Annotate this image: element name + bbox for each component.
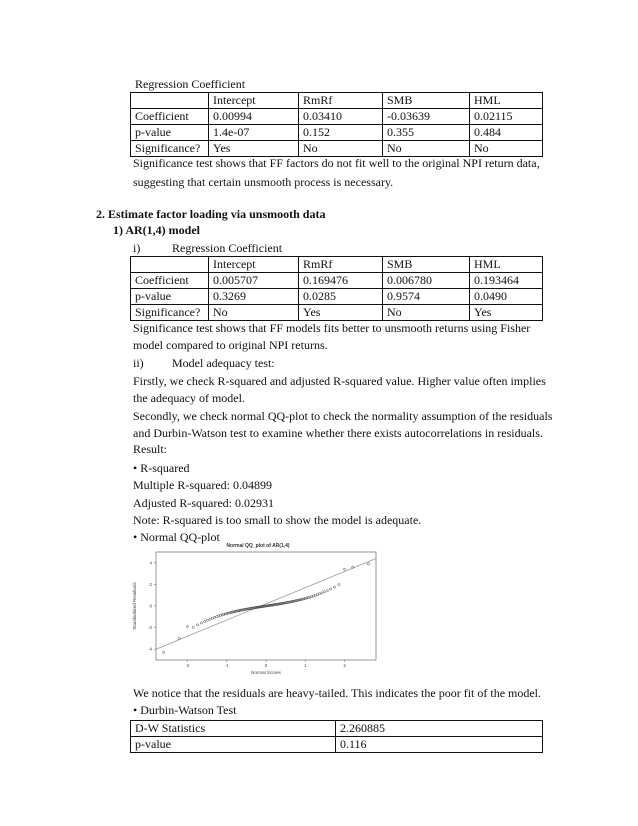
table-cell: 1.4e-07 [209,125,299,141]
qq-point [321,592,323,594]
qq-point [316,594,318,596]
body-line-12: • Normal QQ-plot [133,530,220,544]
table-cell: 0.005707 [209,273,299,289]
table-cell: 0.116 [336,737,543,753]
table-cell: -0.03639 [383,109,470,125]
qq-plot [130,540,385,676]
table-cell [131,257,209,273]
table-cell: Yes [209,141,299,157]
qq-ylabel: Standardized Residuals [132,582,137,630]
table-cell: SMB [383,257,470,273]
qq-ytick-label: 2 [149,581,152,587]
table-cell: 0.169476 [299,273,383,289]
table-cell: 0.9574 [383,289,470,305]
table-cell: 0.355 [383,125,470,141]
table-cell: Intercept [209,93,299,109]
body-line-2: model compared to original NPI returns. [133,338,328,352]
qq-point [367,563,369,565]
sub-i-number: i) [133,241,141,255]
qq-ytick-label: 0 [149,603,152,609]
table-cell: 0.006780 [383,273,470,289]
qq-xtick-label: -2 [185,663,190,668]
table-row [131,141,543,157]
table-row [131,257,543,273]
table-cell: Significance? [131,141,209,157]
body-line-1: Significance test shows that FF models fits better to unsmooth returns using Fisher [133,321,531,335]
qq-point [326,589,328,591]
table-cell: p-value [131,125,209,141]
table-row [131,273,543,289]
table-row [131,305,543,321]
table-cell: Significance? [131,305,209,321]
qq-reference-line [156,558,376,649]
qq-point [338,584,340,586]
body-line-11: Note: R-squared is too small to show the model is adequate. [133,513,422,527]
qq-ytick-label: -4 [147,646,152,652]
body-line-7: Result: [133,442,168,456]
table-row [131,125,543,141]
table1-note-line2: suggesting that certain unsmooth process is necessary. [133,175,394,189]
qq-xlabel: Normal Scores [251,670,281,675]
qq-xtick-label: 2 [343,663,346,668]
qq-point [333,586,335,588]
table-cell [131,93,209,109]
sub-ii-label: Model adequacy test: [172,356,275,370]
body-line-13: We notice that the residuals are heavy-tailed. This indicates the poor fit of the model. [133,686,542,700]
table-row [131,109,543,125]
table1-note-line1: Significance test shows that FF factors do not fit well to the original NPI return data, [133,156,540,170]
regression-table-2 [130,256,543,321]
table-cell: 0.0285 [299,289,383,305]
subsection-heading: 1) AR(1,4) model [113,223,200,237]
body-line-3: Firstly, we check R-squared and adjusted R-squared value. Higher value often implies [133,374,546,388]
table-cell: No [299,141,383,157]
table-cell: Yes [470,305,543,321]
table-row [131,93,543,109]
qq-plot-frame [156,552,376,660]
body-line-5: Secondly, we check normal QQ-plot to check the normality assumption of the residuals [133,409,553,423]
body-line-10: Adjusted R-squared: 0.02931 [133,496,274,510]
table-row [131,737,543,753]
sub-ii-number: ii) [133,356,144,370]
table-cell: HML [470,257,543,273]
qq-point [206,619,208,621]
table-cell: 0.152 [299,125,383,141]
qq-point [200,622,202,624]
qq-point [178,637,180,639]
table-cell: Coefficient [131,273,209,289]
body-line-8: • R-squared [133,461,190,475]
table-cell: Intercept [209,257,299,273]
qq-ytick-label: 4 [149,560,152,566]
qq-point [209,618,211,620]
table-cell: p-value [131,289,209,305]
body-line-9: Multiple R-squared: 0.04899 [133,478,272,492]
qq-point [323,591,325,593]
body-line-4: the adequacy of model. [133,391,245,405]
section-heading: 2. Estimate factor loading via unsmooth data [96,207,326,221]
qq-point [318,593,320,595]
qq-xtick-label: 0 [264,663,268,668]
table-row [131,721,543,737]
table-cell: Coefficient [131,109,209,125]
table-cell: 2.260885 [336,721,543,737]
qq-title: Normal QQ_plot of AR(1,4) [226,543,290,549]
table-cell: Yes [299,305,383,321]
qq-point [303,598,305,600]
qq-point [197,624,199,626]
regression-table-1 [130,92,543,157]
body-line-14: • Durbin-Watson Test [133,703,237,717]
qq-point [304,597,306,599]
table-cell: 0.00994 [209,109,299,125]
qq-point [186,625,188,627]
table-cell: D-W Statistics [131,721,336,737]
qq-point [162,651,164,653]
body-line-6: and Durbin-Watson test to examine whether there exists autocorrelations in residuals. [133,426,543,440]
table-cell: RmRf [299,93,383,109]
qq-xtick-label: 1 [304,663,307,668]
table-cell: 0.3269 [209,289,299,305]
table-cell: No [209,305,299,321]
qq-point [192,626,194,628]
table-cell: No [383,141,470,157]
qq-point [204,620,206,622]
qq-ytick-label: -2 [147,625,152,631]
qq-xtick-label: -1 [224,663,229,668]
table1-title: Regression Coefficient [135,77,246,91]
qq-point [211,617,213,619]
table-cell: RmRf [299,257,383,273]
qq-point [343,568,345,570]
table-cell: p-value [131,737,336,753]
table-cell: SMB [383,93,470,109]
qq-point [330,588,332,590]
table-row [131,289,543,305]
table-cell: 0.02115 [470,109,543,125]
table-cell: No [383,305,470,321]
table-cell: 0.484 [470,125,543,141]
table-cell: 0.193464 [470,273,543,289]
sub-i-label: Regression Coefficient [172,241,283,255]
table-cell: HML [470,93,543,109]
qq-point [226,612,228,614]
table-cell: No [470,141,543,157]
table-cell: 0.03410 [299,109,383,125]
durbin-watson-table [130,720,543,753]
table-cell: 0.0490 [470,289,543,305]
